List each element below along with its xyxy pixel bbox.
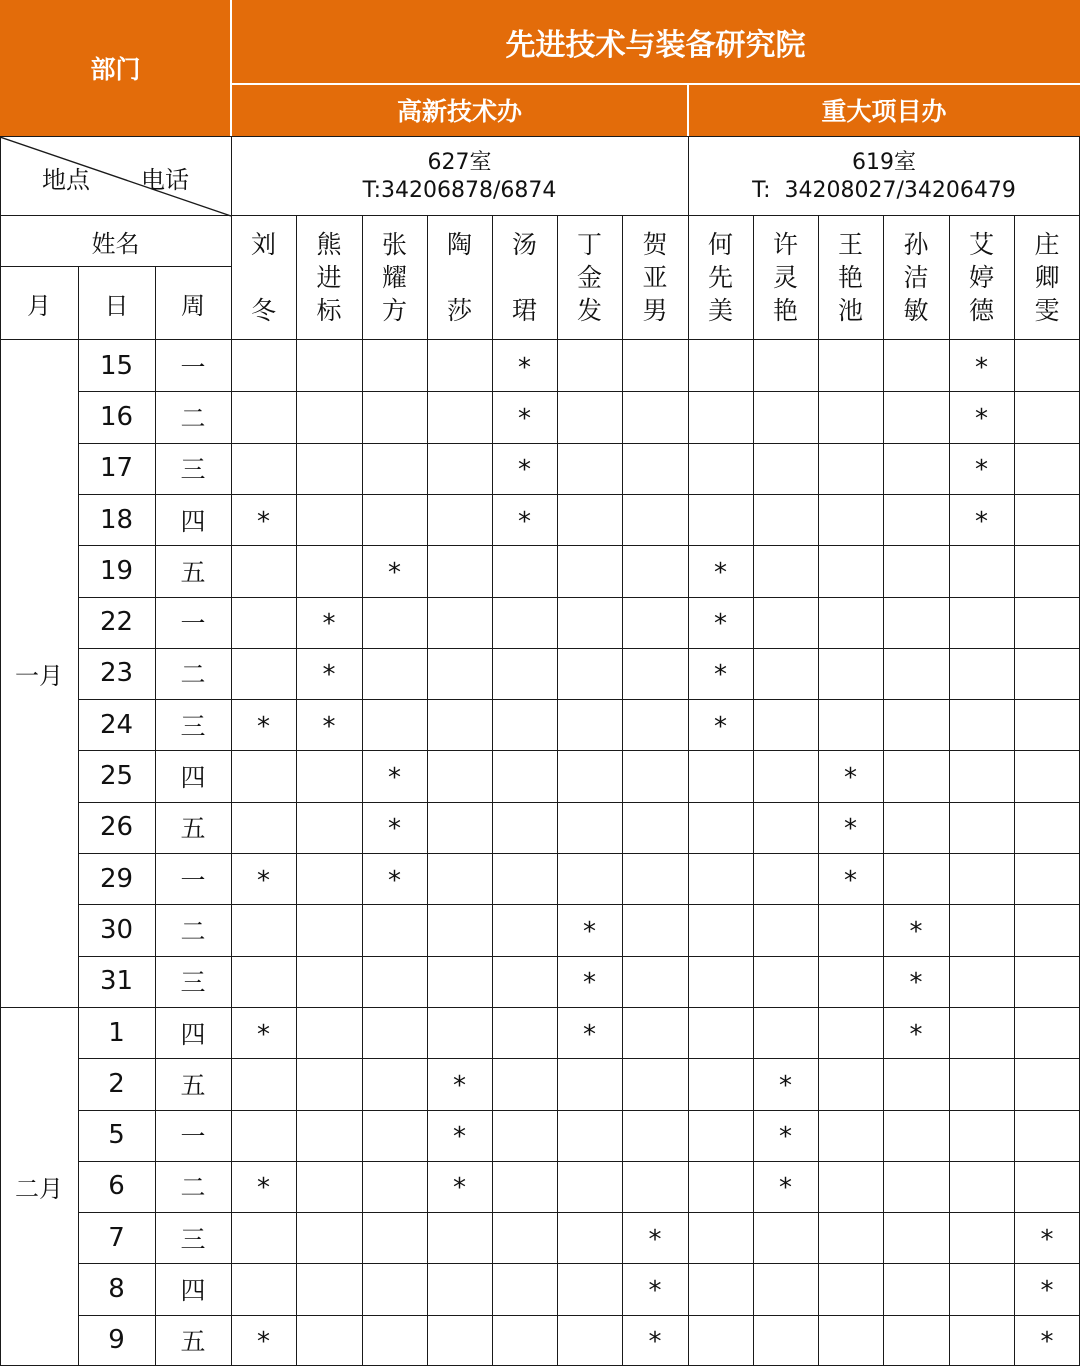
weekday-cell: 二 [180,916,206,946]
weekday-cell: 二 [180,1173,206,1203]
staff-name-char: 珺 [511,296,537,325]
weekday-cell: 三 [180,968,206,998]
duty-mark: * [257,1327,270,1358]
day-cell: 23 [99,658,134,689]
duty-mark: * [714,557,727,588]
day-cell: 8 [108,1274,125,1305]
staff-name-char: 方 [381,296,407,325]
duty-mark: * [975,506,988,537]
duty-mark: * [388,557,401,588]
duty-mark: * [714,609,727,640]
staff-name-char: 汤 [511,230,537,259]
weekday-cell: 四 [180,763,206,793]
day-cell: 2 [108,1068,125,1099]
staff-name-char: 莎 [446,296,472,325]
day-cell: 16 [99,401,134,432]
day-cell: 19 [99,555,134,586]
staff-name-char: 先 [707,263,733,292]
staff-name-char: 艾 [968,230,994,259]
duty-mark: * [257,711,270,742]
staff-name-char: 耀 [381,263,407,292]
staff-name-char: 灵 [772,263,798,292]
duty-mark: * [975,455,988,486]
office-name-1: 高新技术办 [231,84,688,136]
weekday-cell: 一 [180,1122,206,1152]
weekday-cell: 三 [180,1224,206,1254]
duty-mark: * [1040,1224,1054,1255]
day-cell: 26 [99,812,134,843]
weekday-cell: 三 [180,711,206,741]
staff-name-char: 艳 [837,263,863,292]
weekday-cell: 二 [180,403,206,433]
day-cell: 24 [99,709,134,740]
weekday-cell: 二 [180,660,206,690]
duty-mark: * [909,916,923,947]
month-label-1: 一月 [15,661,63,690]
duty-mark: * [714,711,727,742]
staff-name-char: 池 [837,296,863,325]
staff-name-char: 王 [837,230,863,259]
duty-mark: * [453,1173,466,1204]
staff-name-char: 男 [642,296,668,325]
institute-title: 先进技术与装备研究院 [231,0,1080,84]
duty-mark: * [388,814,401,845]
duty-mark: * [322,660,336,691]
staff-name-char: 孙 [903,230,929,259]
duty-mark: * [388,763,401,794]
duty-mark: * [648,1276,662,1307]
staff-name-char: 洁 [903,263,929,292]
staff-name-char: 丁 [576,230,602,259]
staff-name-char: 庄 [1034,230,1060,259]
weekday-cell: 五 [180,1070,206,1100]
staff-name-char: 冬 [250,296,276,325]
weekday-label: 周 [181,291,205,320]
duty-mark: * [1040,1276,1054,1307]
month-label-2: 二月 [15,1174,63,1203]
staff-name-char: 张 [381,230,407,259]
office-room-1: 627室 [427,149,492,175]
staff-name-char: 何 [707,230,733,259]
day-cell: 17 [99,453,134,484]
duty-mark: * [1040,1327,1054,1358]
staff-name-char: 亚 [642,263,668,292]
duty-mark: * [322,609,336,640]
staff-name-char: 刘 [250,230,276,259]
duty-mark: * [257,1019,270,1050]
duty-mark: * [648,1224,662,1255]
day-label: 日 [104,291,129,320]
weekday-cell: 四 [180,1019,206,1049]
staff-name-char: 标 [316,296,342,325]
duty-mark: * [518,506,531,537]
weekday-cell: 五 [180,1327,206,1357]
duty-mark: * [648,1327,662,1358]
department-label: 部门 [0,0,231,136]
duty-mark: * [909,1019,923,1050]
office-phone-1: T:34206878/6874 [362,177,557,203]
staff-name-char: 艳 [772,296,798,325]
staff-name-char: 美 [707,296,733,325]
duty-mark: * [975,352,988,383]
duty-mark: * [518,455,531,486]
duty-mark: * [583,968,596,999]
staff-name-char: 许 [772,230,798,259]
day-cell: 7 [108,1222,125,1253]
staff-name-char: 德 [968,296,994,325]
duty-mark: * [844,814,857,845]
duty-mark: * [322,711,336,742]
duty-mark: * [714,660,727,691]
day-cell: 30 [99,914,134,945]
weekday-cell: 四 [180,506,206,536]
weekday-cell: 一 [180,865,206,895]
duty-mark: * [975,403,988,434]
day-cell: 6 [108,1171,125,1202]
office-room-2: 619室 [852,149,916,175]
duty-mark: * [257,865,270,896]
weekday-cell: 一 [180,352,206,382]
duty-mark: * [257,506,270,537]
duty-mark: * [518,352,531,383]
staff-name-char: 进 [316,263,342,292]
weekday-cell: 四 [180,1276,206,1306]
staff-name-char: 婷 [968,263,994,292]
name-label: 姓名 [91,229,140,258]
day-cell: 1 [108,1017,125,1048]
staff-name-char: 陶 [446,230,472,259]
office-phone-2: T: 34208027/34206479 [752,177,1016,203]
duty-mark: * [257,1173,270,1204]
duty-mark: * [779,1122,792,1153]
weekday-cell: 一 [180,609,206,639]
weekday-cell: 五 [180,814,206,844]
day-cell: 5 [108,1120,125,1151]
duty-mark: * [779,1173,792,1204]
staff-name-char: 卿 [1034,263,1060,292]
day-cell: 18 [99,504,134,535]
staff-name-char: 金 [576,263,602,292]
month-label: 月 [27,291,51,320]
duty-mark: * [583,916,596,947]
location-label: 地点 [42,165,90,194]
duty-mark: * [844,763,857,794]
office-name-2: 重大项目办 [688,84,1080,136]
day-cell: 9 [108,1325,125,1356]
duty-mark: * [583,1019,596,1050]
staff-name-char: 发 [576,296,602,325]
day-cell: 22 [99,607,134,638]
duty-mark: * [388,865,401,896]
staff-name-char: 雯 [1034,296,1060,325]
duty-mark: * [844,865,857,896]
staff-name-char: 贺 [642,230,668,259]
phone-label: 电话 [141,165,189,194]
duty-mark: * [779,1070,792,1101]
weekday-cell: 三 [180,455,206,485]
day-cell: 31 [99,966,134,997]
weekday-cell: 五 [180,557,206,587]
day-cell: 15 [99,350,134,381]
staff-name-char: 敏 [903,296,929,325]
duty-mark: * [518,403,531,434]
day-cell: 25 [99,761,134,792]
duty-mark: * [453,1070,466,1101]
day-cell: 29 [99,863,134,894]
duty-mark: * [909,968,923,999]
staff-name-char: 熊 [316,230,342,259]
duty-mark: * [453,1122,466,1153]
